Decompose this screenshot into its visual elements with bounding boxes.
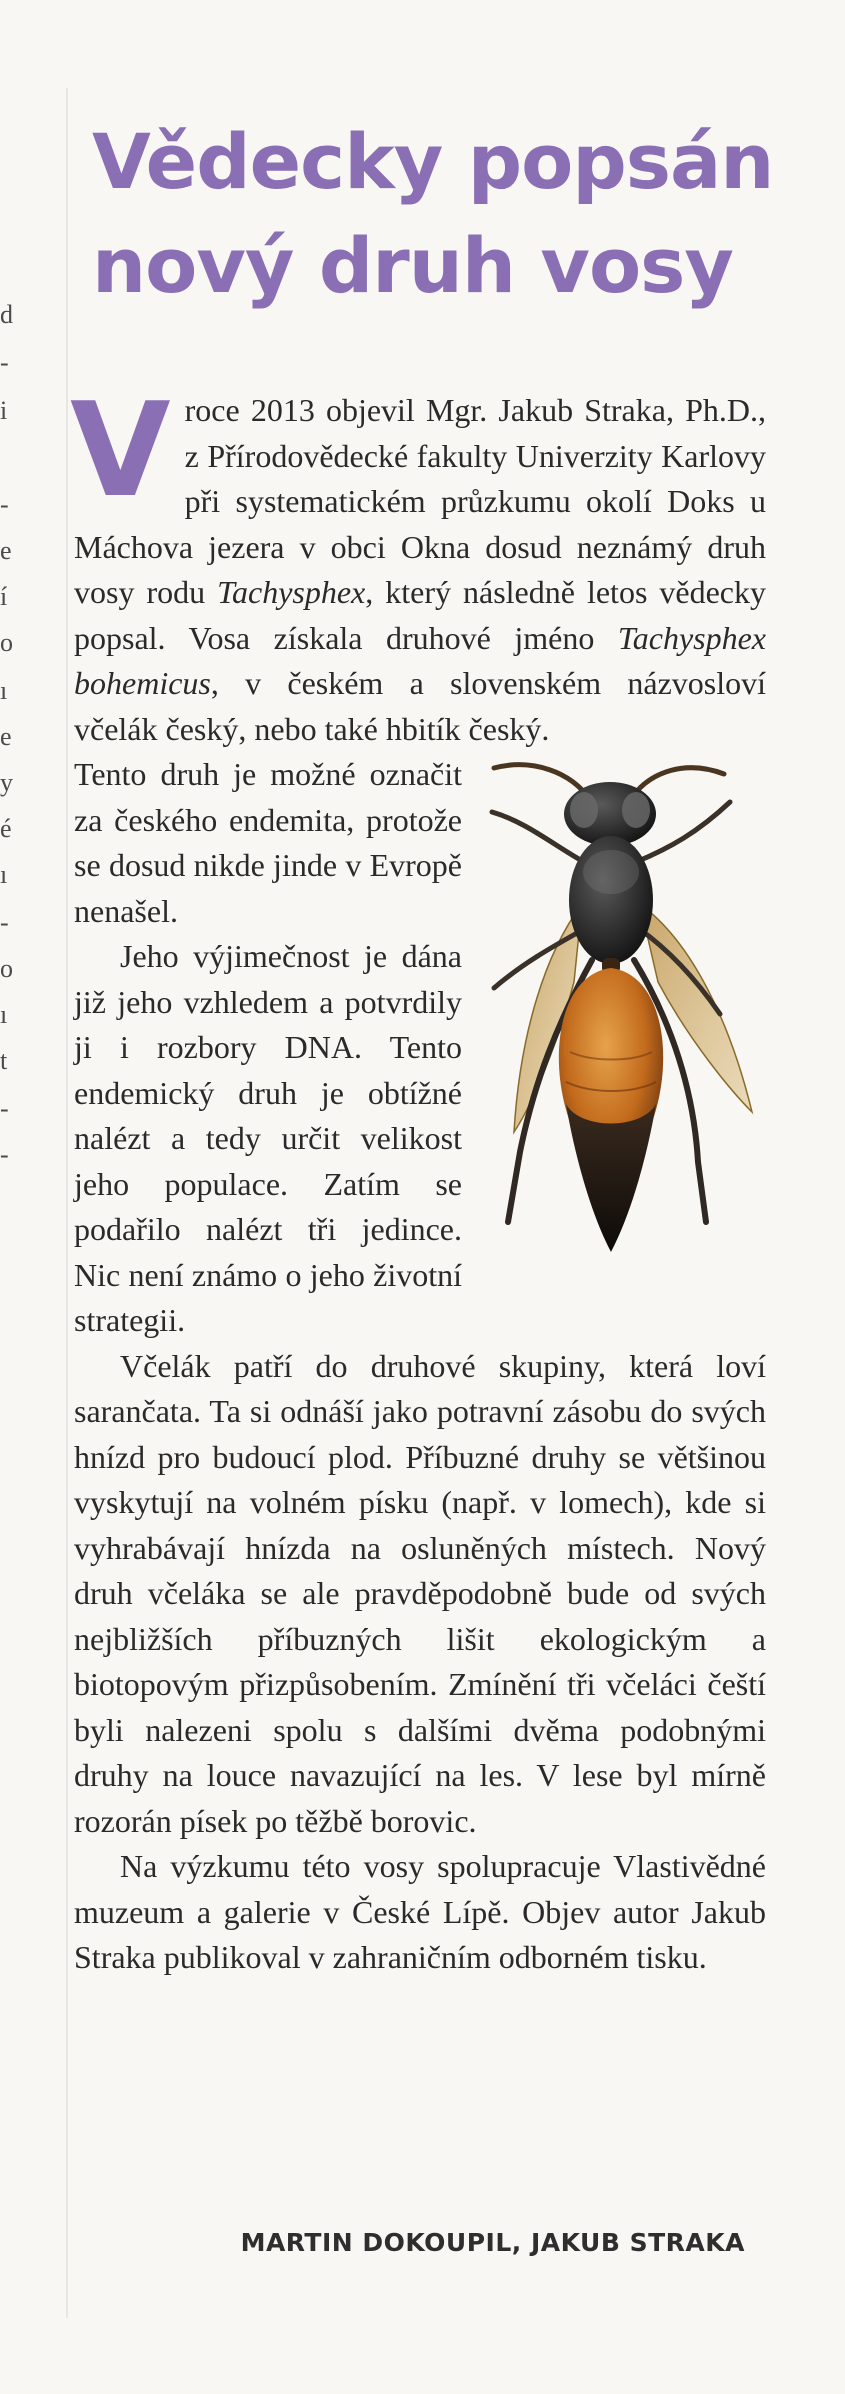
article-byline: MARTIN DOKOUPIL, JAKUB STRAKA — [240, 2228, 745, 2257]
paragraph-1-text: roce 2013 objevil Mgr. Jakub Straka, Ph.D., z Přírodovědecké fakulty Univerzity Karlovy při systematickém průzkumu okolí Doks u Máchova jezera v obci Okna dosud neznámý druh vosy rodu Tachysphex, který následně letos vědecky popsal. Vosa získala druhové jméno Tachysphex bohemicus, v českém a slovenském názvosloví včelák český, nebo také hbitík český. — [74, 392, 767, 747]
gutter-letter: o — [0, 954, 13, 983]
gutter-letter: t — [0, 1046, 8, 1075]
paragraph-3: Jeho výjimečnost je dána již jeho vzhledem a potvrdily ji i rozbory DNA. Tento endemický druh je obtížné nalézt a tedy určit velikost jeho populace. Zatím se podařilo nalézt tři jedince. Nic není známo o jeho životní strategii. — [74, 938, 462, 1338]
column-divider — [66, 88, 68, 2318]
gutter-letter: - — [0, 490, 9, 519]
drop-cap: V — [70, 374, 171, 526]
gutter-letter: e — [0, 536, 12, 565]
gutter-letter: o — [0, 628, 13, 657]
headline-line-1: Vědecky popsán — [92, 117, 774, 206]
gutter-letter: í — [0, 582, 8, 611]
article-body — [70, 374, 767, 1981]
gutter-letter: ı — [0, 860, 8, 889]
gutter-letter: ı — [0, 676, 8, 705]
gutter-letter: - — [0, 1094, 9, 1123]
paragraph-1 — [70, 374, 767, 752]
headline-line-2: nový druh vosy — [92, 221, 733, 310]
paragraph-2: Tento druh je možné označit za českého endemita, protože se dosud nikde jinde v Evropě nenašel. — [74, 756, 462, 929]
gutter-letter: - — [0, 348, 9, 377]
gutter-letter: ı — [0, 1000, 8, 1029]
gutter-letter: é — [0, 814, 12, 843]
paragraph-5: Na výzkumu této vosy spolupracuje Vlastivědné muzeum a galerie v České Lípě. Objev autor Jakub Straka publikoval v zahraničním odborném tisku. — [74, 1848, 766, 1975]
wasp-photo — [462, 752, 772, 1312]
gutter-letter: - — [0, 908, 9, 937]
gutter-letter: e — [0, 722, 12, 751]
paragraph-4: Včelák patří do druhové skupiny, která loví sarančata. Ta si odnáší jako potravní zásobu do svých hnízd pro budoucí plod. Příbuzné druhy se většinou vyskytují na volném písku (např. v lomech), kde si vyhrabávají hnízda na osluněných místech. Nový druh včeláka se ale pravděpodobně bude od svých nejbližších příbuzných lišit ekologickým a biotopovým přizpůsobením. Zmínění tři včeláci čeští byli nalezeni spolu s dalšími dvěma podobnými druhy na louce navazující na les. V lese byl mírně rozorán písek po těžbě borovic. — [74, 1347, 766, 1839]
gutter-letter: d — [0, 300, 13, 329]
article-headline — [92, 110, 792, 318]
gutter-letter: i — [0, 396, 8, 425]
gutter-letter: - — [0, 1140, 9, 1169]
gutter-letter: y — [0, 768, 13, 797]
wasp-illustration — [462, 752, 772, 1312]
